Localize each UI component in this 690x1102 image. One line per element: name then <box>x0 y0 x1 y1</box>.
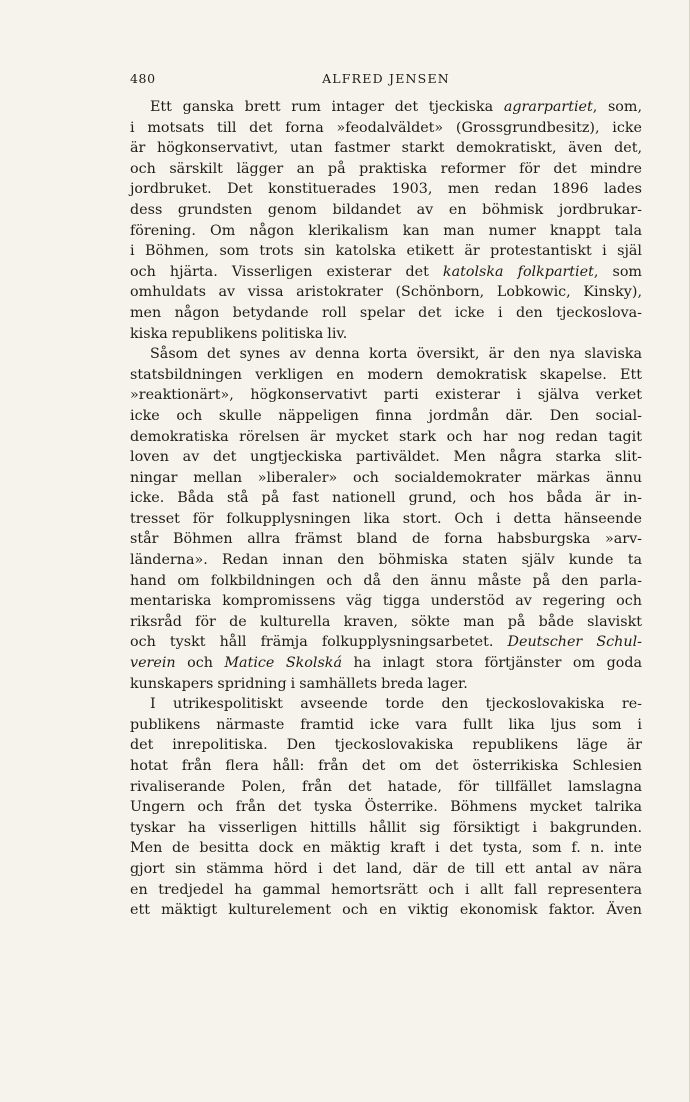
text-line <box>130 303 642 324</box>
text-line <box>130 488 642 509</box>
text-run: omhuldats av vissa aristokrater (Schönborn, Lobkowic, Kinsky), <box>130 284 642 301</box>
text-line <box>130 756 642 777</box>
text-run: statsbildningen verkligen en modern demokratisk skapelse. Ett <box>130 366 642 383</box>
text-line <box>130 468 642 489</box>
text-run: står Böhmen allra främst bland de forna habsburgska »arv- <box>130 531 642 548</box>
text-run: Såsom det synes av denna korta översikt, är den nya slaviska <box>150 346 642 363</box>
text-run: ningar mellan »liberaler» och socialdemokrater märkas ännu <box>130 469 642 486</box>
text-line <box>130 344 642 365</box>
text-line <box>130 365 642 386</box>
text-line <box>130 385 642 406</box>
text-line <box>130 324 642 345</box>
text-run: och tyskt håll främja folkupplysningsarbetet. <box>130 634 508 651</box>
italic-term: Matice Skolská <box>224 655 342 672</box>
text-run: är högkonservativt, utan fastmer starkt demokratiskt, även det, <box>130 140 642 157</box>
text-run: ha inlagt stora förtjänster om goda <box>342 655 643 672</box>
text-line <box>130 159 642 180</box>
page-number: 480 <box>130 71 156 86</box>
text-line <box>130 427 642 448</box>
text-run: hand om folkbildningen och då den ännu måste på den parla- <box>130 572 642 589</box>
text-run: »reaktionärt», högkonservativt parti existerar i själva verket <box>130 387 642 404</box>
paragraph <box>130 344 642 694</box>
text-run: länderna». Redan innan den böhmiska staten själv kunde ta <box>130 552 642 569</box>
text-run: kiska republikens politiska liv. <box>130 325 348 342</box>
text-line <box>130 571 642 592</box>
text-run: ett mäktigt kulturelement och en viktig ekonomisk faktor. Även <box>130 902 642 919</box>
text-line <box>130 550 642 571</box>
text-run: riksråd för de kulturella kraven, sökte man på både slaviskt <box>130 613 642 630</box>
text-run: dess grundsten genom bildandet av en böhmisk jordbrukar- <box>130 201 642 218</box>
text-line <box>130 900 642 921</box>
text-run: rivaliserande Polen, från det hatade, för tillfället lamslagna <box>130 778 642 795</box>
text-line <box>130 221 642 242</box>
italic-term: verein <box>130 655 176 672</box>
text-run: mentariska kompromissens väg tigga understöd av regering och <box>130 593 642 610</box>
text-run: Men de besitta dock en mäktig kraft i det tysta, som f. n. inte <box>130 840 642 857</box>
text-run: en tredjedel ha gammal hemortsrätt och i allt fall representera <box>130 881 642 898</box>
text-line <box>130 509 642 530</box>
text-run: det inrepolitiska. Den tjeckoslovakiska republikens läge är <box>130 737 642 754</box>
text-line <box>130 735 642 756</box>
text-line <box>130 653 642 674</box>
text-run: jordbruket. Det konstituerades 1903, men redan 1896 lades <box>130 181 642 198</box>
text-run: icke. Båda stå på fast nationell grund, och hos båda är in- <box>130 490 642 507</box>
paragraph <box>130 97 642 344</box>
text-run: I utrikespolitiskt avseende torde den tjeckoslovakiska re- <box>150 696 642 713</box>
italic-term: agrarpartiet <box>503 99 593 115</box>
text-line <box>130 777 642 798</box>
text-run: gjort sin stämma hörd i det land, där de till ett antal av nära <box>130 860 642 877</box>
text-line <box>130 282 642 303</box>
text-run: och <box>175 655 225 672</box>
text-run: , som <box>593 263 642 280</box>
text-run: , som, <box>592 99 642 115</box>
text-run: kunskapers spridning i samhällets breda lager. <box>130 675 468 692</box>
text-line <box>130 529 642 550</box>
text-run: tyskar ha visserligen hittills hållit sig försiktigt i bakgrunden. <box>130 819 642 836</box>
text-run: hotat från flera håll: från det om det österrikiska Schlesien <box>130 758 642 774</box>
text-line <box>130 859 642 880</box>
text-line <box>130 447 642 468</box>
text-run: Ungern och från det tyska Österrike. Böhmens mycket talrika <box>130 799 642 816</box>
text-run: förening. Om någon klerikalism kan man numer knappt tala <box>130 222 642 239</box>
text-line <box>130 179 642 200</box>
running-head: ALFRED JENSEN <box>322 71 450 86</box>
text-line <box>130 818 642 839</box>
italic-term: Deutscher Schul- <box>507 634 642 651</box>
text-line <box>130 838 642 859</box>
text-line <box>130 674 642 695</box>
text-line <box>130 138 642 159</box>
text-run: tresset för folkupplysningen lika stort. Och i detta hänseende <box>130 510 642 527</box>
text-run: i motsats till det forna »feodalväldet» (Grossgrundbesitz), icke <box>130 119 642 136</box>
text-run: publikens närmaste framtid icke vara fullt lika ljus som i <box>130 716 642 733</box>
text-line <box>130 97 642 118</box>
text-run: och hjärta. Visserligen existerar det <box>130 263 443 280</box>
text-run: demokratiska rörelsen är mycket stark och har nog redan tagit <box>130 428 642 445</box>
text-line <box>130 612 642 633</box>
text-line <box>130 241 642 262</box>
page-header <box>130 71 642 91</box>
text-line <box>130 797 642 818</box>
text-run: loven av det ungtjeckiska partiväldet. Men några starka slit- <box>130 449 642 466</box>
text-run: i Böhmen, som trots sin katolska etikett är protestantiskt i själ <box>130 243 642 260</box>
text-line <box>130 406 642 427</box>
text-line <box>130 880 642 901</box>
text-line <box>130 118 642 139</box>
text-line <box>130 694 642 715</box>
text-line <box>130 591 642 612</box>
text-run: icke och skulle näppeligen finna jordmån där. Den social- <box>130 407 642 424</box>
text-line <box>130 262 642 283</box>
text-run: Ett ganska brett rum intager det tjeckiska <box>150 99 504 115</box>
text-line <box>130 200 642 221</box>
text-run: men någon betydande roll spelar det icke i den tjeckoslova- <box>130 304 642 321</box>
body-text <box>130 97 642 921</box>
text-run: och särskilt lägger an på praktiska reformer för det mindre <box>130 160 642 177</box>
text-line <box>130 632 642 653</box>
text-line <box>130 715 642 736</box>
paragraph <box>130 694 642 921</box>
italic-term: katolska folkpartiet <box>442 263 594 280</box>
